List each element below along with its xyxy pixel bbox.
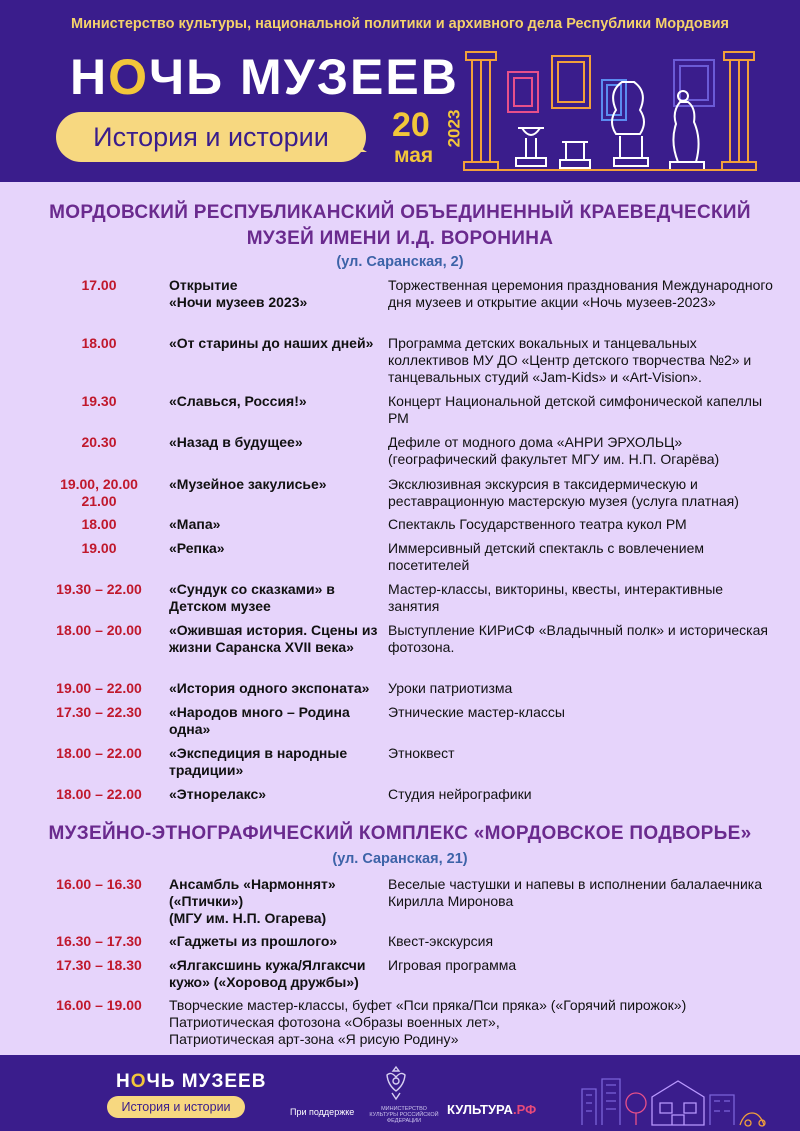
row-event: «Ожившая история. Сцены из жизни Саранска XVII века» xyxy=(169,622,378,655)
row-desc: Уроки патриотизма xyxy=(388,680,513,696)
date-month: мая xyxy=(394,144,434,167)
footer-subtitle-pill: История и истории xyxy=(107,1096,245,1118)
section1-address: (ул. Саранская, 2) xyxy=(336,254,464,270)
column-right-icon xyxy=(722,52,756,170)
kultura-rf-text: .РФ xyxy=(512,1102,537,1117)
row-time: 17.30 – 22.30 xyxy=(56,704,142,720)
row-desc: Игровая программа xyxy=(388,957,517,973)
row-event: «Славься, Россия!» xyxy=(169,393,307,409)
row-time: 19.00 – 22.00 xyxy=(56,680,142,696)
row-time: 18.00 xyxy=(81,516,117,532)
row-event: «История одного экспоната» xyxy=(169,680,370,696)
subtitle-pill-tail xyxy=(345,138,367,152)
row-time: 17.00 xyxy=(81,277,117,293)
city-illustration-icon xyxy=(578,1063,778,1127)
row-desc: Дефиле от модного дома «АНРИ ЭРХОЛЬЦ» (географический факультет МГУ им. Н.П. Огарёва) xyxy=(388,434,720,467)
ministry-title: Министерство культуры, национальной политики и архивного дела Республики Мордовия xyxy=(70,16,729,32)
row-desc: Веселые частушки и напевы в исполнении балалаечника Кирилла Миронова xyxy=(388,876,762,909)
row-desc: Мастер-классы, викторины, квесты, интерактивные занятия xyxy=(388,581,724,614)
kultura-rf-logo xyxy=(447,1102,536,1117)
row-time: 18.00 xyxy=(81,335,117,351)
footer-ministry: МИНИСТЕРСТВО КУЛЬТУРЫ РОССИЙСКОЙ ФЕДЕРАЦИИ xyxy=(369,1106,439,1124)
row-time: 19.30 xyxy=(81,393,117,409)
footer-logo-moon: О xyxy=(130,1071,147,1092)
header-banner xyxy=(0,0,800,182)
row-desc: Творческие мастер-классы, буфет «Пси пряка/Пси пряка» («Горячий пирожок») Патриотическая фотозона «Образы военных лет», Патриотическая арт-зона «Я рисую Родину» xyxy=(169,997,687,1047)
logo-part1: Н xyxy=(70,49,109,105)
footer-logo-part1: Н xyxy=(116,1071,131,1092)
row-time: 19.00 xyxy=(81,540,117,556)
row-desc: Программа детских вокальных и танцевальных коллективов МУ ДО «Центр детского творчества №2» и танцевальных студий «Jam-Kids» и «Art-Vision». xyxy=(388,335,752,385)
row-desc: Иммерсивный детский спектакль с вовлечением посетителей xyxy=(388,540,704,573)
row-event: «Гаджеты из прошлого» xyxy=(169,933,338,949)
row-desc: Спектакль Государственного театра кукол РМ xyxy=(388,516,687,532)
night-of-museums-logo xyxy=(70,49,459,105)
footer-banner xyxy=(0,1055,800,1131)
row-time: 16.00 – 19.00 xyxy=(56,997,142,1013)
row-desc: Выступление КИРиСФ «Владычный полк» и историческая фотозона. xyxy=(388,622,768,655)
vase-icon xyxy=(612,82,644,134)
row-event: «Народов много – Родина одна» xyxy=(169,704,350,737)
coat-of-arms-icon xyxy=(383,1063,409,1103)
row-desc: Торжественная церемония празднования Международного дня музеев и открытие акции «Ночь музеев-2023» xyxy=(388,277,773,310)
row-time: 17.30 – 18.30 xyxy=(56,957,142,973)
row-desc: Эксклюзивная экскурсия в таксидермическую и реставрационную мастерскую музея (услуга платная) xyxy=(388,476,739,509)
row-event: «Репка» xyxy=(169,540,225,556)
row-event: «Музейное закулисье» xyxy=(169,476,327,492)
row-desc: Этнические мастер-классы xyxy=(388,704,565,720)
row-event: «Экспедиция в народные традиции» xyxy=(169,745,348,778)
footer-logo-part2: ЧЬ МУЗЕЕВ xyxy=(146,1071,267,1092)
kultura-text: КУЛЬТУРА xyxy=(447,1102,513,1117)
museum-gallery-illustration xyxy=(462,50,762,175)
program-content xyxy=(0,182,800,1055)
date-day: 20 xyxy=(392,106,430,144)
section1-title-line2: МУЗЕЙ ИМЕНИ И.Д. ВОРОНИНА xyxy=(246,228,554,249)
row-time: 16.00 – 16.30 xyxy=(56,876,142,892)
row-desc: Квест-экскурсия xyxy=(388,933,494,949)
subtitle-pill: История и истории xyxy=(56,112,366,162)
row-event: «Этнорелакс» xyxy=(169,786,267,802)
logo-moon: О xyxy=(108,49,150,105)
row-event: «От старины до наших дней» xyxy=(169,335,374,351)
support-label: При поддержке xyxy=(290,1107,355,1117)
row-time: 18.00 – 22.00 xyxy=(56,745,142,761)
row-event: Открытие «Ночи музеев 2023» xyxy=(169,277,308,310)
pedestal-icons xyxy=(516,82,704,170)
row-time: 19.30 – 22.00 xyxy=(56,581,142,597)
section1-title-line1: МОРДОВСКИЙ РЕСПУБЛИКАНСКИЙ ОБЪЕДИНЕННЫЙ КРАЕВЕДЧЕСКИЙ xyxy=(49,202,751,223)
row-time: 16.30 – 17.30 xyxy=(56,933,142,949)
row-time: 18.00 – 22.00 xyxy=(56,786,142,802)
row-event: «Мапа» xyxy=(169,516,221,532)
row-desc: Этноквест xyxy=(388,745,455,761)
row-desc: Концерт Национальной детской симфонической капеллы РМ xyxy=(388,393,763,426)
section2-address: (ул. Саранская, 21) xyxy=(332,851,468,867)
statue-icon xyxy=(673,102,698,162)
logo-part2: ЧЬ МУЗЕЕВ xyxy=(149,49,459,105)
row-desc: Студия нейрографики xyxy=(388,786,532,802)
row-event: «Ялгаксшинь кужа/Ялгаксчи кужо» («Хоровод дружбы») xyxy=(169,957,366,990)
section2-title: МУЗЕЙНО-ЭТНОГРАФИЧЕСКИЙ КОМПЛЕКС «МОРДОВСКОЕ ПОДВОРЬЕ» xyxy=(48,823,752,844)
footer-logo xyxy=(116,1072,266,1091)
column-left-icon xyxy=(464,52,498,170)
row-time: 18.00 – 20.00 xyxy=(56,622,142,638)
date-year: 2023 xyxy=(444,109,464,148)
row-time: 19.00, 20.00 21.00 xyxy=(60,476,138,509)
row-time: 20.30 xyxy=(81,434,117,450)
row-event: Ансамбль «Нармоннят» («Птички») (МГУ им. Н.П. Огарева) xyxy=(169,876,336,926)
section1-title xyxy=(0,200,800,252)
row-event: «Назад в будущее» xyxy=(169,434,303,450)
row-event: «Сундук со сказками» в Детском музее xyxy=(169,581,335,614)
